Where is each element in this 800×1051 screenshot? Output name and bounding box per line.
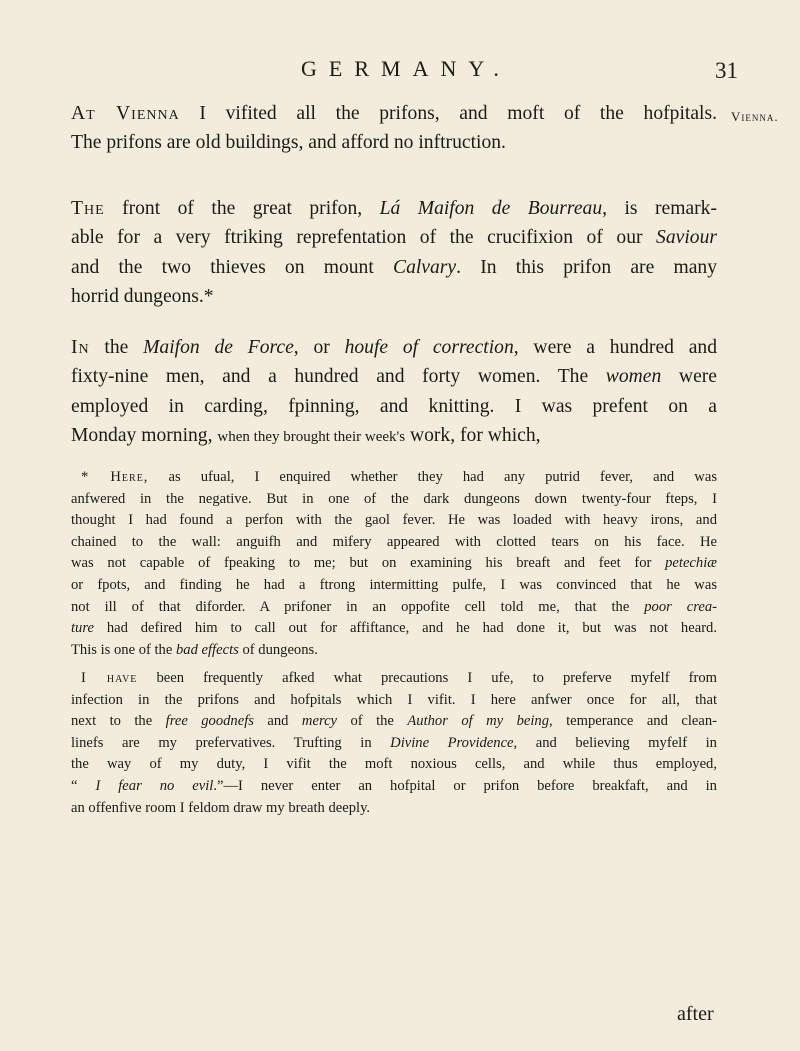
footnote-line: was not capable of fpeaking to me; but on examining his breaft and feet for petechiæ	[71, 555, 717, 572]
footnote-line: * Here, as ufual, I enquired whether they had any putrid fever, and was	[81, 469, 717, 485]
text-line: horrid dungeons.*	[71, 286, 214, 308]
text-line: The front of the great prifon, Lá Maifon de Bourreau, is remark-	[71, 198, 717, 219]
footnote-line: not ill of that diforder. A prifoner in an oppofite cell told me, that the poor crea-	[71, 598, 717, 615]
text-line: In the Maifon de Force, or houfe of correction, were a hundred and	[71, 337, 717, 358]
text-line: and the two thieves on mount Calvary. In this prifon are many	[71, 256, 717, 278]
main-paragraph-2	[71, 194, 717, 312]
margin-note: Vienna.	[731, 109, 779, 124]
footnote-line: the way of my duty, I vifit the moft noxious cells, and while thus employed,	[71, 756, 717, 773]
footnote-line: chained to the wall: anguifh and mifery appeared with clotted tears on his face. He	[71, 533, 717, 550]
catchword: after	[677, 1003, 714, 1025]
text-line: Monday morning, when they brought their week's work, for which,	[71, 425, 541, 447]
text-line: fixty-nine men, and a hundred and forty women. The women were	[71, 366, 717, 388]
footnote-line: ture had defired him to call out for affiftance, and he had done it, but was not heard.	[71, 620, 717, 637]
text-line: At Vienna I vifited all the prifons, and moft of the hofpitals.	[71, 103, 717, 124]
text-line: employed in carding, fpinning, and knitting. I was prefent on a	[71, 395, 717, 417]
footnote-1	[71, 467, 717, 661]
footnote-line: or fpots, and finding he had a ftrong intermitting pulfe, I was convinced that he was	[71, 576, 717, 593]
text-line: able for a very ftriking reprefentation of the crucifixion of our Saviour	[71, 227, 717, 249]
main-paragraph-3	[71, 333, 717, 453]
footnote-line: an offenfive room I feldom draw my breath deeply.	[71, 799, 371, 816]
footnote-line: next to the free goodnefs and mercy of the Author of my being, temperance and clean-	[71, 713, 717, 730]
footnote-2	[71, 668, 717, 819]
footnote-line: “ I fear no evil.”—I never enter an hofpital or prifon before breakfaft, and in	[71, 777, 717, 794]
main-paragraph-1	[71, 99, 717, 158]
footnote-line: thought I had found a perfon with the gaol fever. He was loaded with heavy irons, and	[71, 512, 717, 529]
page-header	[0, 56, 800, 92]
running-head: GERMANY.	[301, 56, 511, 81]
footnote-line: linefs are my prefervatives. Trufting in Divine Providence, and believing myfelf in	[71, 734, 717, 751]
footnote-line: This is one of the bad effects of dungeons.	[71, 641, 318, 658]
text-line-body: front of the great prifon, Lá Maifon de Bourreau, is remark-	[104, 198, 717, 219]
footnote-line: I have been frequently afked what precautions I ufe, to preferve myfelf from	[81, 670, 717, 686]
page-number: 31	[715, 58, 738, 83]
text-line: The prifons are old buildings, and afford no inftruction.	[71, 132, 506, 154]
footnote-line: infection in the prifons and hofpitals which I vifit. I here anfwer once for all, that	[71, 691, 717, 708]
footnote-line: anfwered in the negative. But in one of the dark dungeons down twenty-four fteps, I	[71, 490, 717, 507]
